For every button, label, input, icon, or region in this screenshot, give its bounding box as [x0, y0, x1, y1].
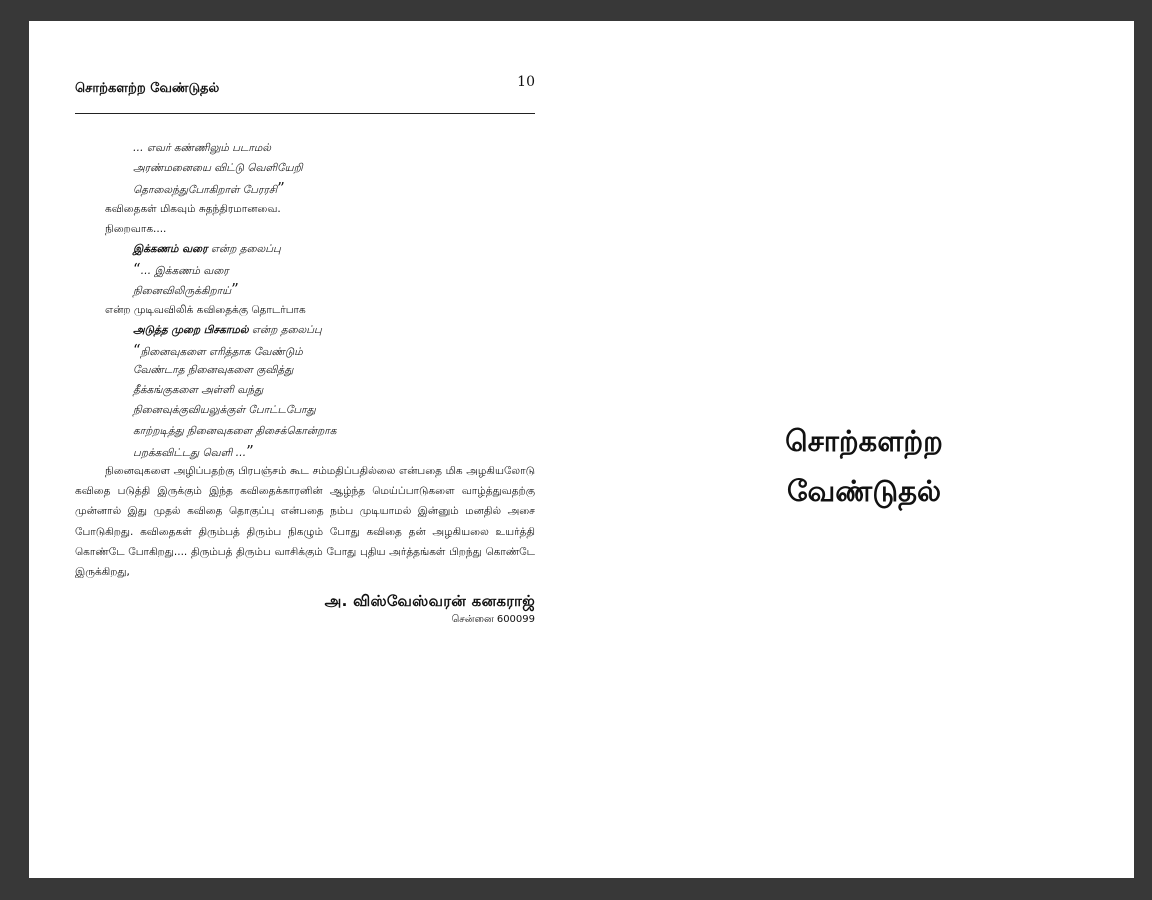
- line-text: என்ற முடிவவிலிக் கவிதைக்கு தொடர்பாக: [105, 303, 306, 316]
- verse-line: [75, 421, 535, 441]
- book-title-line-2: வேண்டுதல்: [786, 474, 942, 508]
- line-text: அரண்மனையை விட்டு வெளியேறி: [133, 162, 303, 175]
- open-quote: “: [133, 260, 141, 279]
- line-text: நினைவுகளை எரித்தாக வேண்டும்: [140, 345, 303, 358]
- verse-line: [75, 400, 535, 420]
- close-quote: ”: [246, 441, 254, 460]
- page-body: [75, 138, 535, 626]
- running-header: [75, 71, 535, 114]
- line-text: கவிதைகள் மிகவும் சுதந்திரமானவை.: [105, 202, 281, 215]
- close-quote: ”: [277, 179, 285, 198]
- prose-line: [75, 300, 535, 320]
- prose-line: [75, 199, 535, 219]
- poem-title-line: [75, 320, 535, 340]
- verse-line: [75, 259, 535, 279]
- line-text: என்ற தலைப்பு: [207, 242, 281, 255]
- line-text: என்ற தலைப்பு: [248, 323, 322, 336]
- right-page: [629, 416, 1099, 516]
- line-text: பறக்கவிட்டது வெளி …: [133, 446, 247, 459]
- verse-line: [75, 340, 535, 360]
- close-quote: ”: [231, 280, 239, 299]
- line-text: … இக்கணம் வரை: [140, 265, 229, 278]
- line-text: நினைவுக்குவியலுக்குள் போட்டபோது: [133, 404, 316, 417]
- page-number: 10: [517, 74, 535, 90]
- body-paragraph: நினைவுகளை அழிப்பதற்கு பிரபஞ்சம் கூட சம்மதிப்பதில்லை என்பதை மிக அழகியலோடு கவிதை படுத்தி இருக்கும் இந்த கவிதைக்காரனின் ஆழ்ந்த மெய்ப்பாடுகளை வாழ்த்துவதற்கு முன்னால் இது முதல் கவிதை தொகுப்பு என்பதை நம்ப முடியாமல் இன்னும் மனதில் அசை போடுகிறது. கவிதைகள் திரும்பத் திரும்ப நிகழும் போது கவிதை தன் அழகியலை உயர்த்தி கொண்டே போகிறது.... திரும்பத் திரும்ப வாசிக்கும் போது புதிய அர்த்தங்கள் பிறந்து கொண்டே இருக்கிறது,: [75, 465, 535, 579]
- verse-line: [75, 279, 535, 299]
- author-signature: அ. விஸ்வேஸ்வரன் கனகராஜ்: [324, 592, 535, 611]
- verse-block: [75, 138, 535, 461]
- verse-line: [75, 138, 535, 158]
- line-text: வேண்டாத நினைவுகளை குவித்து: [133, 364, 294, 377]
- author-place: சென்னை 600099: [451, 614, 535, 626]
- poem-title: அடுத்த முறை பிசகாமல்: [133, 323, 249, 336]
- verse-line: [75, 441, 535, 461]
- verse-line: [75, 360, 535, 380]
- poem-title: இக்கணம் வரை: [133, 242, 208, 255]
- prose-line: [75, 219, 535, 239]
- line-text: காற்றடித்து நினைவுகளை திசைக்கொன்றாக: [133, 424, 337, 437]
- open-quote: “: [133, 340, 141, 359]
- line-text: நிறைவாக....: [105, 222, 167, 235]
- poem-title-line: [75, 239, 535, 259]
- line-text: தீக்கங்குகளை அள்ளி வந்து: [133, 384, 264, 397]
- verse-line: [75, 380, 535, 400]
- running-title: சொற்களற்ற வேண்டுதல்: [75, 81, 220, 96]
- line-text: … எவர் கண்ணிலும் படாமல்: [133, 142, 272, 154]
- left-page: [75, 71, 535, 626]
- verse-line: [75, 158, 535, 178]
- line-text: தொலைந்துபோகிறாள் பேரரசி: [133, 184, 278, 197]
- verse-line: [75, 178, 535, 198]
- book-title-line-1: சொற்களற்ற: [785, 424, 943, 458]
- book-spread: [29, 21, 1134, 878]
- line-text: நினைவிலிருக்கிறாய்: [133, 285, 232, 298]
